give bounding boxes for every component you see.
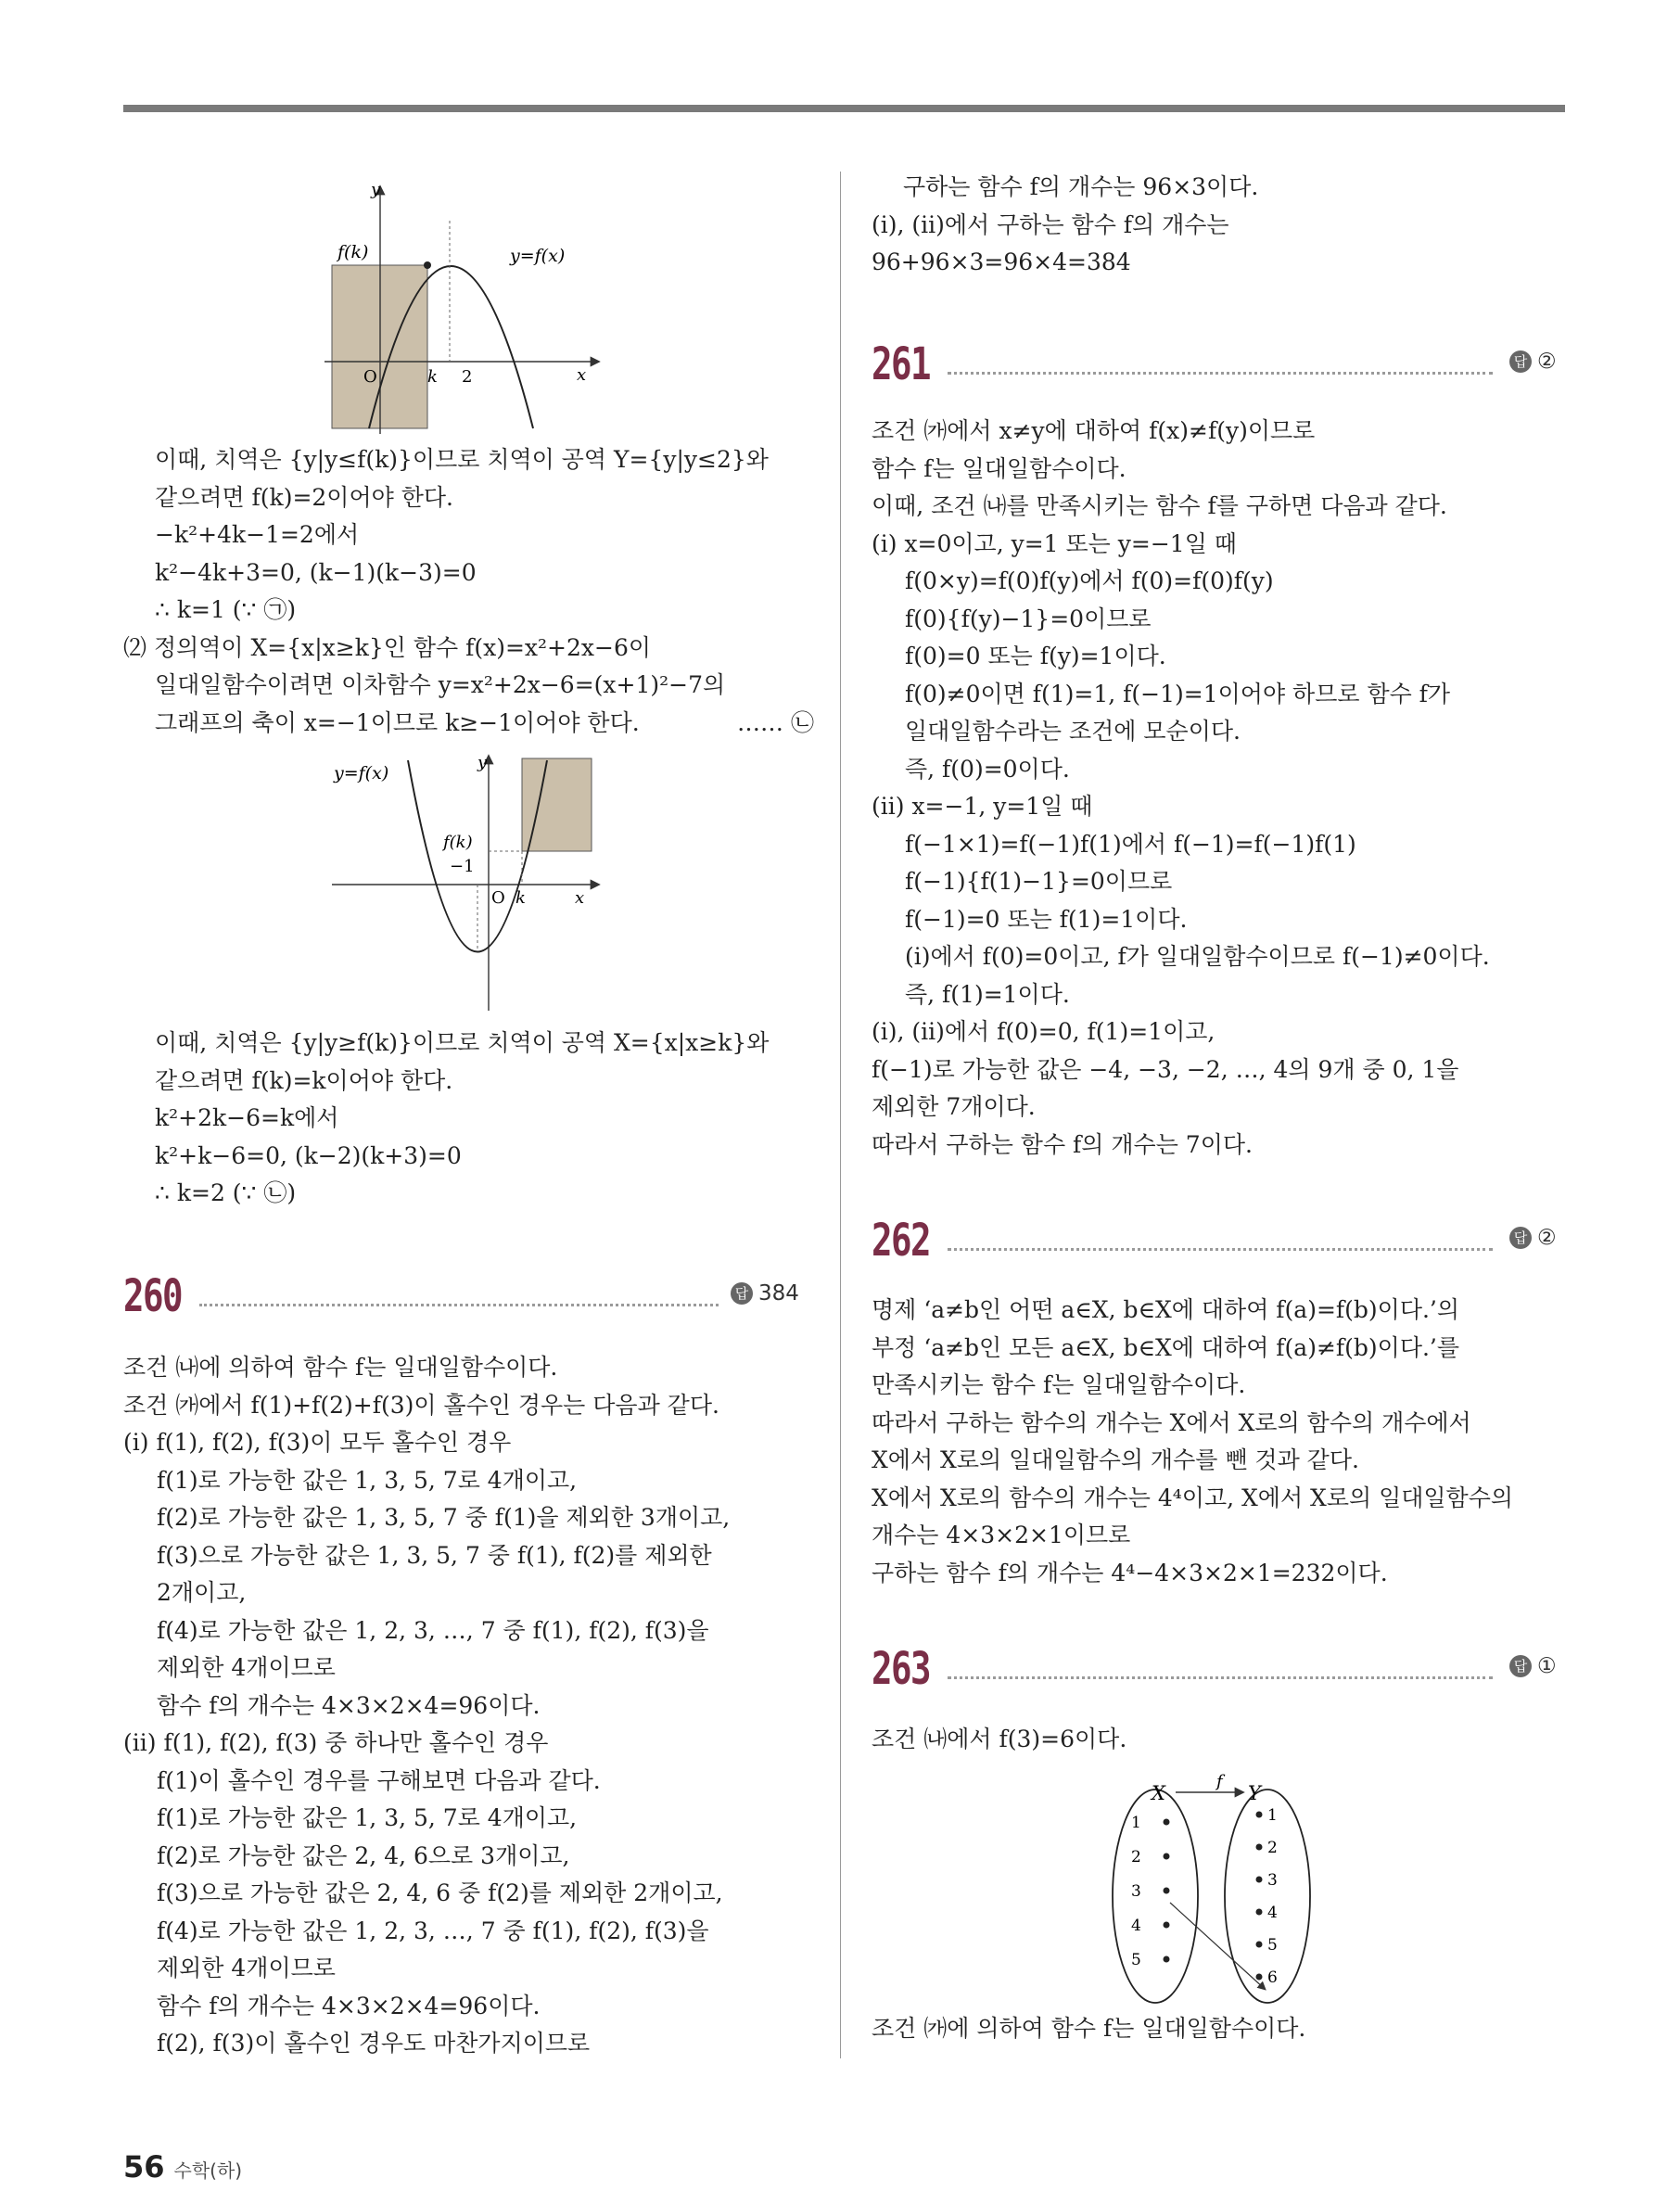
set-y-element-label: 4	[1267, 1904, 1278, 1922]
y-axis-label: y	[477, 753, 488, 772]
x-axis-label: x	[575, 888, 585, 908]
set-y-element-dot	[1256, 1844, 1263, 1851]
problem-261-body	[872, 413, 1562, 1164]
book-title: 수학(하)	[173, 2159, 243, 2182]
text-segment: 그래프의 축이 x=−1이므로 k≥−1이어야 한다.	[155, 708, 640, 736]
answer-value: ②	[1537, 350, 1557, 374]
text-line: 같으려면 f(k)=k이어야 한다.	[155, 1066, 453, 1094]
problem-number: 263	[872, 1643, 930, 1695]
text-line: ⑵ 정의역이 X={x|x≥k}인 함수 f(x)=x²+2x−6이	[123, 633, 651, 661]
set-y-label: Y	[1248, 1782, 1261, 1804]
text-line: (ⅰ), (ⅱ)에서 f(0)=0, f(1)=1이고,	[872, 1018, 1215, 1045]
tick-2: 2	[462, 367, 473, 387]
text-line: 구하는 함수 f의 개수는 4⁴−4×3×2×1=232이다.	[872, 1559, 1388, 1586]
set-x-element-dot	[1164, 1956, 1170, 1963]
top-rule	[123, 105, 1565, 112]
answer-badge-icon: 답	[731, 1282, 753, 1305]
text-line: (ⅰ)에서 f(0)=0이고, f가 일대일함수이므로 f(−1)≠0이다.	[905, 943, 1490, 970]
answer-value: 384	[758, 1281, 799, 1306]
text-line: f(3)으로 가능한 값은 2, 4, 6 중 f(2)를 제외한 2개이고,	[157, 1879, 723, 1906]
point-k	[424, 261, 431, 269]
answer-label	[1509, 1226, 1557, 1250]
problem-260-body	[123, 1349, 814, 2063]
text-line: 만족시키는 함수 f는 일대일함수이다.	[872, 1371, 1246, 1398]
arrow-label: f	[1216, 1772, 1223, 1791]
text-line: 2개이고,	[157, 1579, 247, 1606]
problem-heading-263	[872, 1643, 1562, 1708]
text-line: 조건 ㈎에 의하여 함수 f는 일대일함수이다.	[872, 2015, 1306, 2042]
text-line: 일대일함수이려면 이차함수 y=x²+2x−6=(x+1)²−7의	[155, 671, 726, 698]
text-line: f(4)로 가능한 값은 1, 2, 3, …, 7 중 f(1), f(2), f(3)을	[157, 1917, 709, 1944]
tick-neg1: −1	[450, 857, 475, 876]
answer-value: ②	[1537, 1226, 1557, 1250]
text-line: 조건 ㈏에서 f(3)=6이다.	[872, 1726, 1127, 1752]
text-line: 제외한 7개이다.	[872, 1093, 1036, 1120]
answer-label	[1509, 350, 1557, 374]
text-line: 따라서 구하는 함수 f의 개수는 7이다.	[872, 1130, 1253, 1158]
text-line: ∴ k=2 (∵ ㉡)	[155, 1179, 297, 1206]
set-y-element-label: 6	[1267, 1968, 1278, 1987]
text-line: f(0)≠0이면 f(1)=1, f(−1)=1이어야 하므로 함수 f가	[905, 680, 1451, 707]
set-x-element-dot	[1164, 1922, 1170, 1929]
text-line: 함수 f의 개수는 4×3×2×4=96이다.	[157, 1992, 541, 2019]
set-x-element-label: 4	[1131, 1917, 1141, 1935]
text-line: 제외한 4개이므로	[157, 1654, 336, 1681]
text-line: 명제 ‘a≠b인 어떤 a∈X, b∈X에 대하여 f(a)=f(b)이다.’의	[872, 1296, 1460, 1323]
set-y-element-label: 1	[1267, 1806, 1278, 1825]
problem-heading-260	[123, 1270, 814, 1335]
set-x-element-label: 3	[1131, 1882, 1141, 1901]
answer-badge-icon: 답	[1509, 350, 1532, 373]
set-y-element-dot	[1256, 1877, 1263, 1883]
set-y-element-dot	[1256, 1909, 1263, 1916]
text-line: 제외한 4개이므로	[157, 1955, 336, 1981]
curve-label: y=f(x)	[510, 246, 566, 266]
left-text-block-2	[123, 1025, 814, 1213]
page-footer	[123, 2149, 242, 2185]
text-line: f(2)로 가능한 값은 2, 4, 6으로 3개이고,	[157, 1841, 570, 1869]
problem-number: 262	[872, 1215, 930, 1267]
set-x-label: X	[1152, 1782, 1165, 1804]
text-line: 즉, f(1)=1이다.	[905, 980, 1070, 1008]
problem-263-body	[872, 1721, 1562, 1759]
y-axis-label: y	[371, 180, 381, 199]
tick-k: k	[515, 888, 526, 908]
text-line: (ⅱ) f(1), f(2), f(3) 중 하나만 홀수인 경우	[123, 1729, 549, 1756]
text-line: (ⅰ), (ⅱ)에서 구하는 함수 f의 개수는	[872, 210, 1229, 238]
text-line: 조건 ㈎에서 f(1)+f(2)+f(3)이 홀수인 경우는 다음과 같다.	[123, 1391, 719, 1419]
text-line: k²+k−6=0, (k−2)(k+3)=0	[155, 1141, 462, 1169]
text-line: f(0×y)=f(0)f(y)에서 f(0)=f(0)f(y)	[905, 567, 1274, 594]
text-line: f(1)로 가능한 값은 1, 3, 5, 7로 4개이고,	[157, 1466, 578, 1494]
text-line: 즉, f(0)=0이다.	[905, 755, 1070, 783]
text-line: f(1)이 홀수인 경우를 구해보면 다음과 같다.	[157, 1766, 601, 1794]
set-y-element-label: 3	[1267, 1871, 1278, 1890]
curve-label: y=f(x)	[334, 763, 389, 783]
set-x-element-label: 5	[1131, 1951, 1141, 1969]
problem-262-body	[872, 1292, 1562, 1592]
set-x-element-label: 1	[1131, 1814, 1141, 1832]
answer-label	[731, 1281, 799, 1306]
shaded-region	[522, 758, 592, 851]
problem-heading-262	[872, 1215, 1562, 1280]
problem-263-body-2	[872, 2010, 1562, 2048]
dotted-leader	[948, 372, 1493, 375]
page-number: 56	[123, 2149, 165, 2185]
set-x-element-dot	[1164, 1888, 1170, 1894]
text-line: 같으려면 f(k)=2이어야 한다.	[155, 483, 453, 511]
equation-tag: …… ㉡	[737, 708, 814, 736]
text-line: f(0){f(y)−1}=0이므로	[905, 605, 1152, 632]
text-line: k²−4k+3=0, (k−1)(k−3)=0	[155, 558, 477, 586]
text-line: 함수 f는 일대일함수이다.	[872, 454, 1126, 482]
text-line: f(−1)=0 또는 f(1)=1이다.	[905, 905, 1188, 933]
text-line: f(3)으로 가능한 값은 1, 3, 5, 7 중 f(1), f(2)를 제외한	[157, 1541, 712, 1569]
set-y-elements	[1256, 1806, 1278, 1987]
text-line: f(0)=0 또는 f(y)=1이다.	[905, 643, 1166, 669]
answer-badge-icon: 답	[1509, 1655, 1532, 1677]
text-line: 따라서 구하는 함수의 개수는 X에서 X로의 함수의 개수에서	[872, 1408, 1471, 1436]
text-line: 구하는 함수 f의 개수는 96×3이다.	[903, 173, 1259, 200]
fk-label: f(k)	[337, 242, 369, 262]
text-line: 96+96×3=96×4=384	[872, 248, 1131, 275]
set-x-ellipse	[1113, 1790, 1198, 2003]
problem-heading-261	[872, 338, 1562, 403]
text-line	[123, 705, 814, 743]
text-line: f(−1×1)=f(−1)f(1)에서 f(−1)=f(−1)f(1)	[905, 830, 1356, 858]
text-line: 이때, 치역은 {y|y≤f(k)}이므로 치역이 공역 Y={y|y≤2}와	[155, 446, 769, 473]
text-line: f(2)로 가능한 값은 1, 3, 5, 7 중 f(1)을 제외한 3개이고,	[157, 1504, 731, 1531]
text-line: f(4)로 가능한 값은 1, 2, 3, …, 7 중 f(1), f(2), f(3)을	[157, 1616, 709, 1644]
figure-graph-2	[325, 749, 603, 1018]
answer-badge-icon: 답	[1509, 1227, 1532, 1249]
column-divider	[840, 172, 841, 2058]
x-axis-label: x	[577, 365, 587, 385]
answer-label	[1509, 1654, 1557, 1678]
set-y-element-label: 2	[1267, 1839, 1278, 1857]
set-x-element-dot	[1164, 1819, 1170, 1826]
text-line: f(1)로 가능한 값은 1, 3, 5, 7로 4개이고,	[157, 1804, 578, 1831]
dotted-leader	[948, 1676, 1493, 1679]
text-line: f(2), f(3)이 홀수인 경우도 마찬가지이므로	[157, 2030, 591, 2057]
text-line: 이때, 조건 ㈏를 만족시키는 함수 f를 구하면 다음과 같다.	[872, 492, 1447, 519]
set-y-element-dot	[1256, 1812, 1263, 1818]
text-line: 조건 ㈏에 의하여 함수 f는 일대일함수이다.	[123, 1354, 558, 1381]
set-x-element-label: 2	[1131, 1848, 1141, 1866]
set-x-elements	[1131, 1814, 1170, 1969]
set-y-element-label: 5	[1267, 1936, 1278, 1955]
answer-value: ①	[1537, 1654, 1557, 1678]
text-line: 부정 ‘a≠b인 모든 a∈X, b∈X에 대하여 f(a)≠f(b)이다.’를	[872, 1333, 1460, 1361]
left-text-block-1	[123, 441, 814, 742]
mapping-diagram	[1103, 1766, 1317, 2007]
text-line: k²+2k−6=k에서	[155, 1104, 339, 1131]
text-line: 함수 f의 개수는 4×3×2×4=96이다.	[157, 1691, 541, 1719]
text-line: −k²+4k−1=2에서	[155, 521, 360, 548]
dotted-leader	[948, 1248, 1493, 1251]
origin-label: O	[363, 367, 377, 387]
text-line: f(−1){f(1)−1}=0이므로	[905, 868, 1173, 895]
text-line: X에서 X로의 함수의 개수는 4⁴이고, X에서 X로의 일대일함수의	[872, 1484, 1513, 1511]
dotted-leader	[199, 1304, 719, 1306]
text-line: 이때, 치역은 {y|y≥f(k)}이므로 치역이 공역 X={x|x≥k}와	[155, 1029, 770, 1056]
set-y-element-dot	[1256, 1942, 1263, 1948]
text-line: ∴ k=1 (∵ ㉠)	[155, 596, 297, 623]
text-line: (ⅱ) x=−1, y=1일 때	[872, 793, 1093, 820]
origin-label: O	[491, 888, 505, 908]
problem-number: 260	[123, 1270, 182, 1322]
text-line: 일대일함수라는 조건에 모순이다.	[905, 718, 1241, 745]
text-line: (ⅰ) f(1), f(2), f(3)이 모두 홀수인 경우	[123, 1429, 512, 1456]
text-line: (ⅰ) x=0이고, y=1 또는 y=−1일 때	[872, 529, 1237, 557]
problem-number: 261	[872, 338, 930, 390]
set-y-element-dot	[1256, 1974, 1263, 1981]
text-line: f(−1)로 가능한 값은 −4, −3, −2, …, 4의 9개 중 0, 1을	[872, 1055, 1459, 1083]
set-x-element-dot	[1164, 1853, 1170, 1860]
text-line: 조건 ㈎에서 x≠y에 대하여 f(x)≠f(y)이므로	[872, 417, 1316, 444]
figure-graph-1	[325, 176, 603, 436]
text-line: 개수는 4×3×2×1이므로	[872, 1522, 1131, 1548]
fk-label: f(k)	[443, 833, 473, 852]
right-top-block	[872, 169, 1562, 282]
tick-k: k	[427, 367, 438, 387]
text-line: X에서 X로의 일대일함수의 개수를 뺀 것과 같다.	[872, 1446, 1359, 1473]
